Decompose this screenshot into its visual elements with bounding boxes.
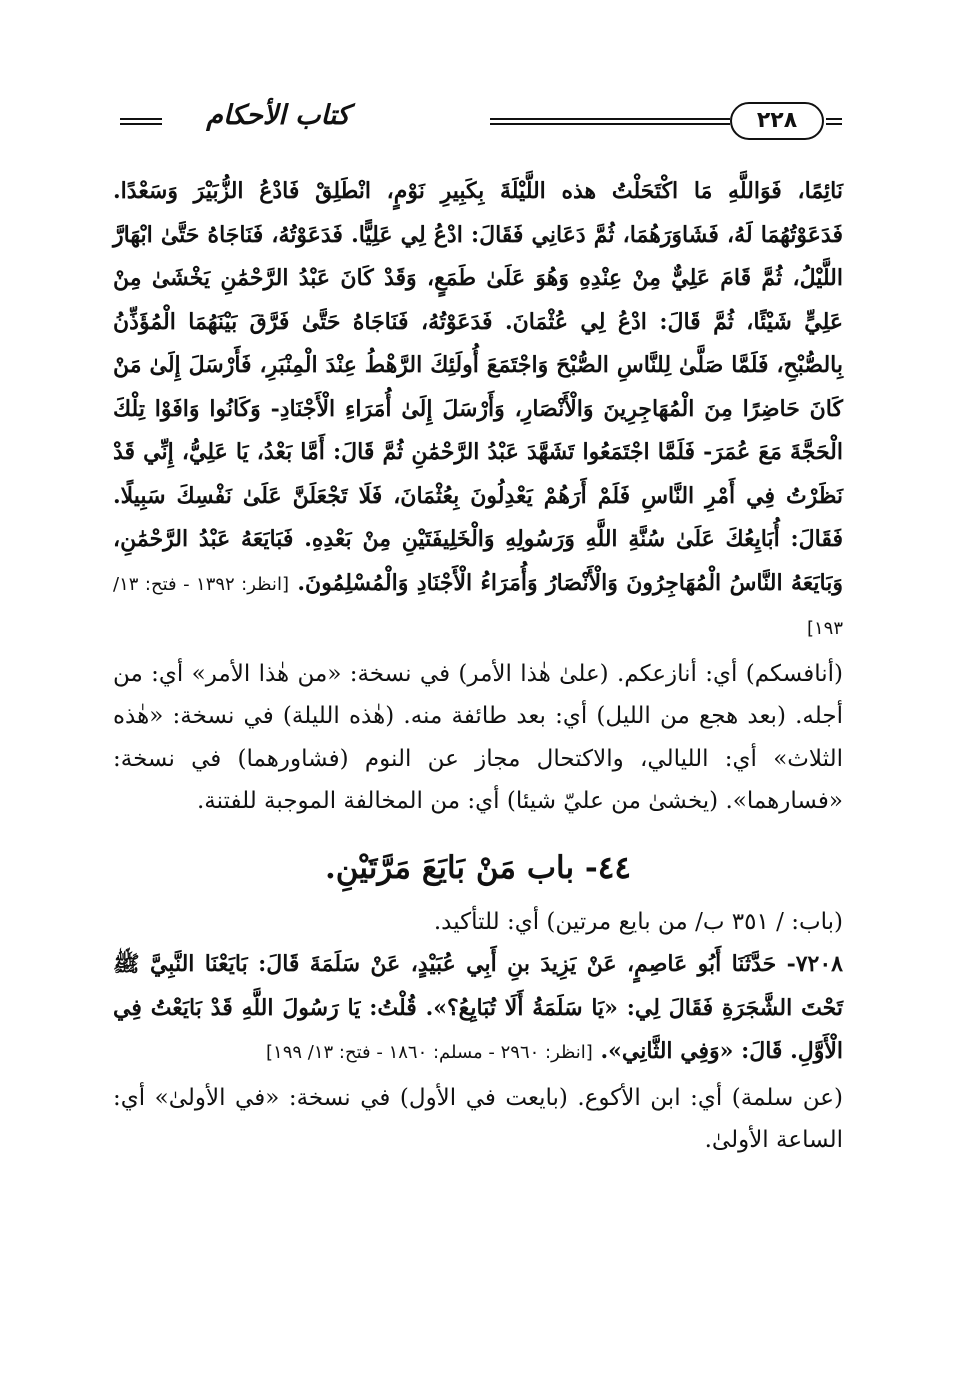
commentary-paragraph-2: (عن سلمة) أي: ابن الأكوع. (بايعت في الأول) في نسخة: «في الأولىٰ» أي: الساعة الأولىٰ.	[113, 1084, 843, 1153]
hadith-7208-reference: [انظر: ٢٩٦٠ - مسلم: ١٨٦٠ - فتح: ١٣/ ١٩٩]	[266, 1042, 593, 1063]
hadith-continuation-text: نَائِمًا، فَوَاللَّهِ مَا اكْتَحَلْتُ هذه اللَّيْلَةَ بِكَبِيرِ نَوْمٍ، انْطَلِقْ فَادْعُ الزُّبَيْرَ وَسَعْدًا. فَدَعَوْتُهُمَا لَهُ، فَشَاوَرَهُمَا، ثُمَّ دَعَانِي فَقَالَ: ادْعُ لِي عَلِيًّا. فَدَعَوْتُهُ، فَنَاجَاهُ حَتَّىٰ ابْهَارَّ اللَّيْلُ، ثُمَّ قَامَ عَلِيٌّ مِنْ عِنْدِهِ وَهُوَ عَلَىٰ طَمَعٍ، وَقَدْ كَانَ عَبْدُ الرَّحْمَٰنِ يَخْشَىٰ مِنْ عَلِيٍّ شَيْئًا، ثُمَّ قَالَ: ادْعُ لِي عُثْمَانَ. فَدَعَوْتُهُ، فَنَاجَاهُ حَتَّىٰ فَرَّقَ بَيْنَهُمَا الْمُؤَذِّنُ بِالصُّبْحِ، فَلَمَّا صَلَّىٰ لِلنَّاسِ الصُّبْحَ وَاجْتَمَعَ أُولَئِكَ الرَّهْطُ عِنْدَ الْمِنْبَرِ، فَأَرْسَلَ إِلَىٰ مَنْ كَانَ حَاضِرًا مِنَ الْمُهَاجِرِينَ وَالْأَنْصَارِ، وَأَرْسَلَ إِلَىٰ أُمَرَاءِ الْأَجْنَادِ- وَكَانُوا وَافَوْا تِلْكَ الْحَجَّةَ مَعَ عُمَرَ- فَلَمَّا اجْتَمَعُوا تَشَهَّدَ عَبْدُ الرَّحْمَٰنِ ثُمَّ قَالَ: أَمَّا بَعْدُ، يَا عَلِيُّ، إِنِّي قَدْ نَظَرْتُ فِي أَمْرِ النَّاسِ فَلَمْ أَرَهُمْ يَعْدِلُونَ بِعُثْمَانَ، فَلَا تَجْعَلَنَّ عَلَىٰ نَفْسِكَ سَبِيلًا. فَقَالَ: أُبَايِعُكَ عَلَىٰ سُنَّةِ اللَّهِ وَرَسُولِهِ وَالْخَلِيفَتَيْنِ مِنْ بَعْدِهِ. فَبَايَعَهُ عَبْدُ الرَّحْمَٰنِ، وَبَايَعَهُ النَّاسُ الْمُهَاجِرُونَ وَالْأَنْصَارُ وَأُمَرَاءُ الْأَجْنَادِ وَالْمُسْلِمُونَ.	[113, 178, 843, 596]
hadith-7208-text: ٧٢٠٨- حَدَّثَنَا أَبُو عَاصِمٍ، عَنْ يَزِيدَ بنِ أَبِي عُبَيْدٍ، عَنْ سَلَمَةَ قَالَ: بَايَعْنَا النَّبِيَّ ﷺ تَحْتَ الشَّجَرَةِ فَقَالَ لِي: «يَا سَلَمَةُ أَلَا تُبَايِعُ؟». قُلْتُ: يَا رَسُولَ اللَّهِ قَدْ بَايَعْتُ فِي الْأَوَّلِ. قَالَ: «وَفِي الثَّانِي».	[113, 951, 843, 1064]
hadith-7208	[113, 943, 843, 1075]
page-number: ٢٢٨	[730, 102, 824, 140]
hadith-continuation-reference: [انظر: ١٣٩٢ - فتح: ١٣/ ١٩٣]	[113, 573, 843, 639]
page-header	[120, 96, 842, 146]
chapter-note: (باب: / ٣٥١ ب/ من بايع مرتين) أي: للتأكيد.	[433, 908, 843, 935]
chapter-heading: ٤٤- باب مَنْ بَايَعَ مَرَّتَيْنِ.	[324, 849, 632, 886]
header-rule-right	[826, 118, 842, 125]
commentary-paragraph-1: (أنافسكم) أي: أنازعكم. (علىٰ هٰذا الأمر) في نسخة: «من هٰذا الأمر» أي: من أجله. (بعد هجع من الليل) أي: بعد طائفة منه. (هٰذه الليلة) في نسخة: «هٰذه الثلاث» أي: الليالي، والاكتحال مجاز عن النوم (فشاورهما) في نسخة: «فسارهما». (يخشىٰ من عليّ شيئا) أي: من المخالفة الموجبة للفتنة.	[113, 660, 843, 814]
header-rule-left	[120, 118, 162, 125]
hadith-continuation	[113, 170, 843, 651]
book-title: كتاب الأحكام	[206, 100, 350, 131]
header-rule-middle	[490, 118, 730, 125]
page-body	[113, 170, 843, 1162]
